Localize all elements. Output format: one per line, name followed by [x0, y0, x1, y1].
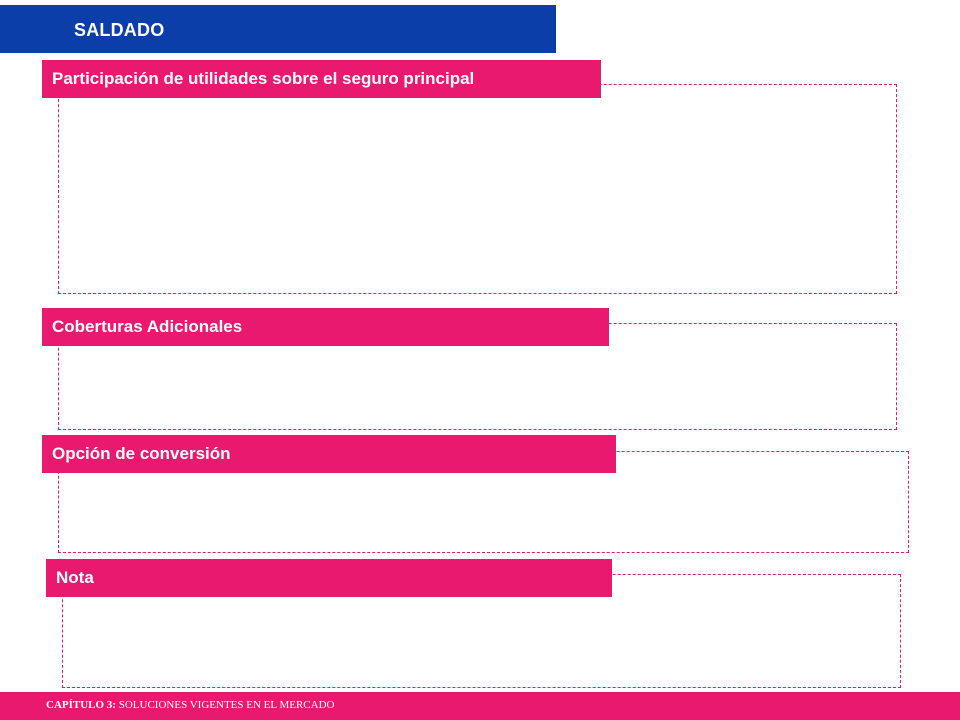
footer-bar	[0, 692, 960, 720]
page-title: SALDADO	[74, 20, 165, 40]
top-title-bar	[0, 5, 556, 53]
participacion-header: Participación de utilidades sobre el seguro principal	[42, 60, 601, 98]
footer-chapter-title: SOLUCIONES VIGENTES EN EL MERCADO	[118, 699, 335, 711]
conversion-header: Opción de conversión	[42, 435, 616, 473]
coberturas-header: Coberturas Adicionales	[42, 308, 609, 346]
participacion-box	[58, 84, 897, 294]
nota-header: Nota	[46, 559, 612, 597]
footer-text	[46, 699, 334, 711]
footer-chapter: CAPÍTULO 3:	[46, 699, 116, 711]
